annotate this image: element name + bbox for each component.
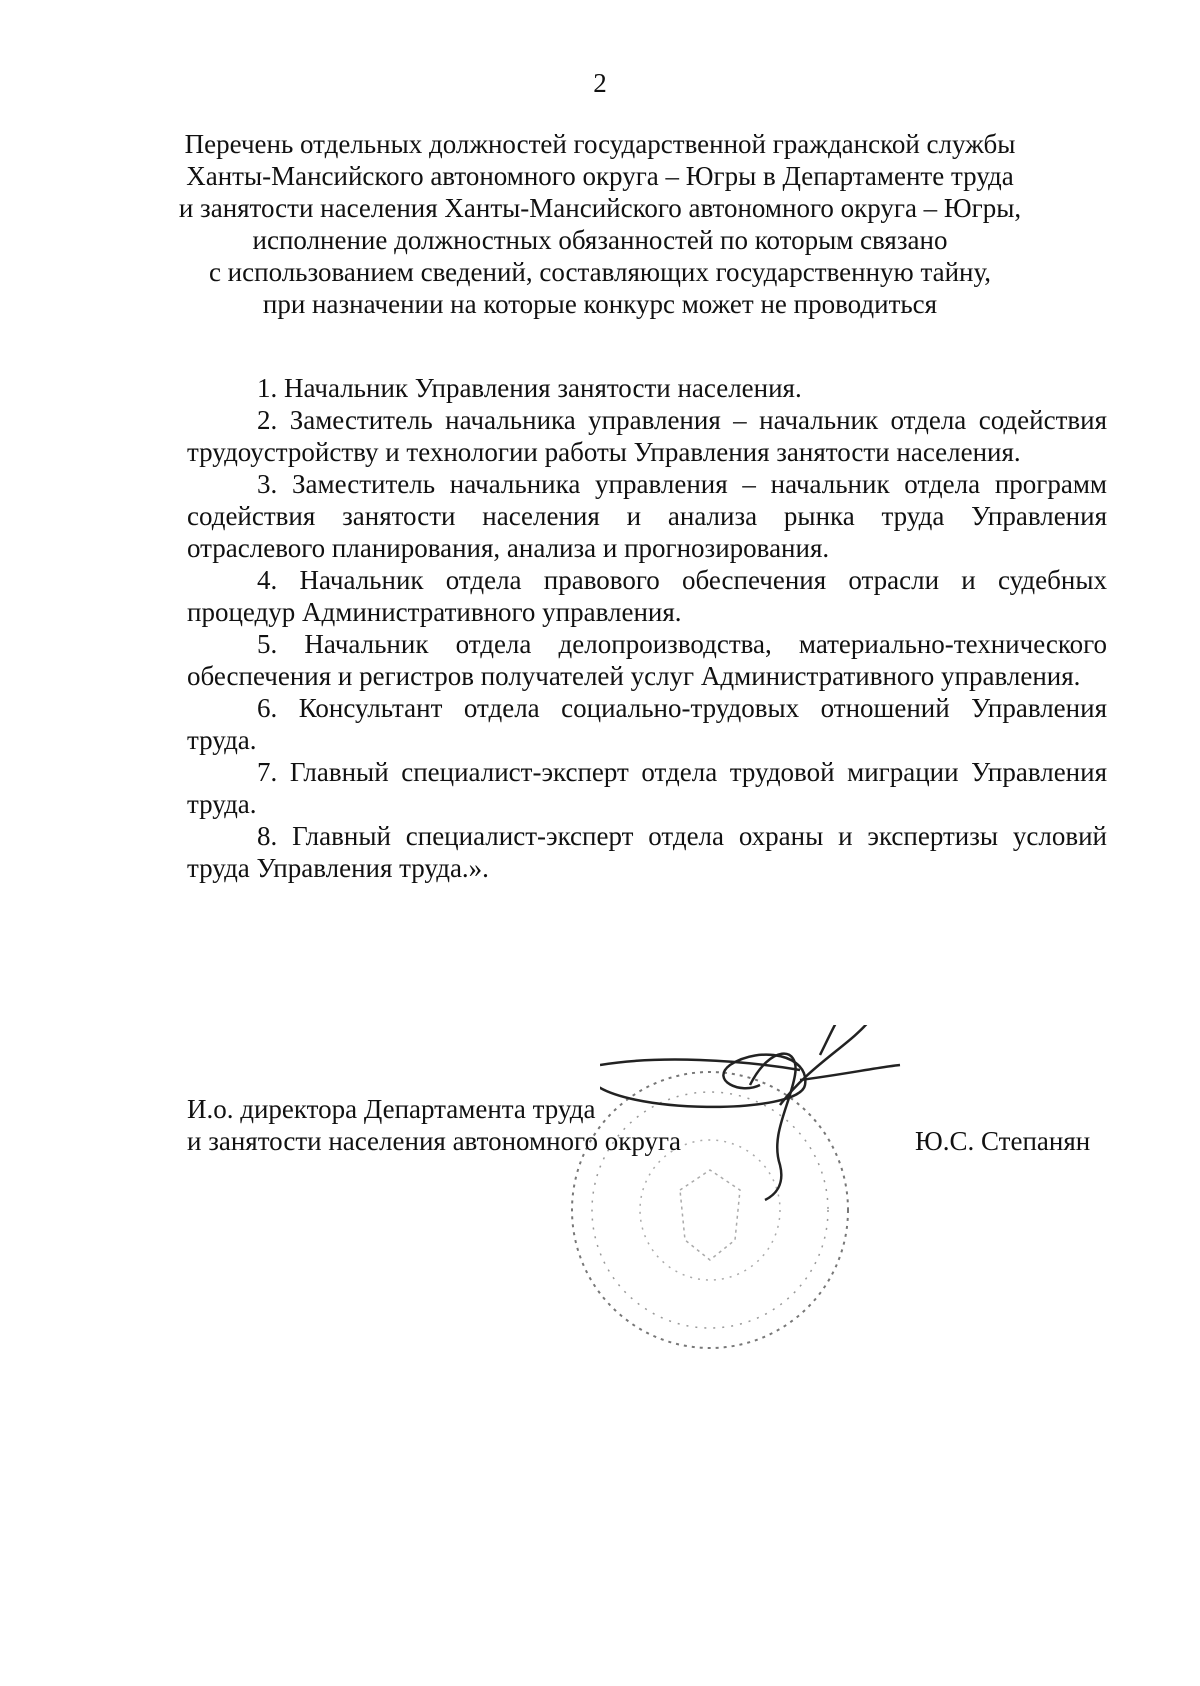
page-number: 2	[593, 68, 607, 98]
positions-list	[187, 372, 1107, 884]
signatory-position	[187, 1093, 681, 1157]
signatory-position-line: и занятости населения автономного округа	[187, 1126, 682, 1156]
title-line: и занятости населения Ханты-Мансийского автономного округа – Югры,	[178, 193, 1022, 223]
list-item: 4. Начальник отдела правового обеспечения отрасли и судебных процедур Административного управления.	[187, 565, 1107, 627]
list-item: 2. Заместитель начальника управления – начальник отдела содействия трудоустройству и технологии работы Управления занятости населения.	[187, 405, 1107, 467]
signatory-position-line: И.о. директора Департамента труда	[187, 1094, 596, 1124]
list-item: 3. Заместитель начальника управления – начальник отдела программ содействия занятости населения и анализа рынка труда Управления отраслевого планирования, анализа и прогнозирования.	[187, 469, 1107, 563]
list-item: 6. Консультант отдела социально-трудовых отношений Управления труда.	[187, 693, 1107, 755]
title-line: при назначении на которые конкурс может не проводиться	[262, 289, 938, 319]
list-item: 5. Начальник отдела делопроизводства, материально-технического обеспечения и регистров получателей услуг Административного управления.	[187, 629, 1107, 691]
title-line: с использованием сведений, составляющих государственную тайну,	[208, 257, 992, 287]
document-title	[150, 128, 1050, 320]
list-item: 7. Главный специалист-эксперт отдела трудовой миграции Управления труда.	[187, 757, 1107, 819]
list-item: 1. Начальник Управления занятости населения.	[257, 373, 802, 403]
title-line: Перечень отдельных должностей государственной гражданской службы	[184, 129, 1016, 159]
signatory-name: Ю.С. Степанян	[915, 1126, 1091, 1156]
list-item: 8. Главный специалист-эксперт отдела охраны и экспертизы условий труда Управления труда.».	[187, 821, 1107, 883]
title-line: исполнение должностных обязанностей по которым связано	[252, 225, 948, 255]
title-line: Ханты-Мансийского автономного округа – Югры в Департаменте труда	[186, 161, 1014, 191]
